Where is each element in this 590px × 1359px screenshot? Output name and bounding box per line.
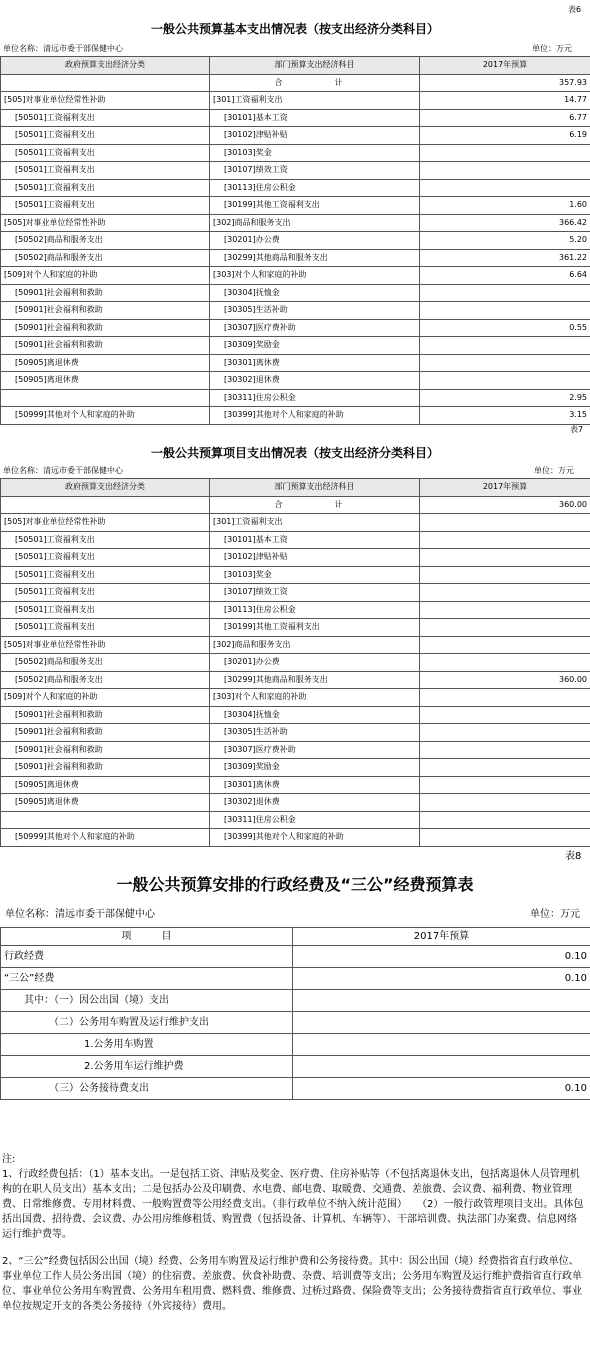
dept-subject-cell: [30311]住房公积金 <box>210 389 420 407</box>
item-label-cell: “三公”经费 <box>1 968 293 990</box>
budget-cell <box>420 531 590 549</box>
table-row <box>1 829 590 847</box>
table-row <box>1 794 590 812</box>
budget-cell <box>420 302 590 320</box>
gov-class-cell: [50501]工资福利支出 <box>1 549 210 567</box>
item-label-cell: （二）公务用车购置及运行维护支出 <box>1 1012 293 1034</box>
column-header: 2017年预算 <box>293 928 590 946</box>
dept-subject-cell: [30299]其他商品和服务支出 <box>210 249 420 267</box>
gov-class-cell: [50501]工资福利支出 <box>1 197 210 215</box>
total-value: 360.00 <box>420 496 590 514</box>
table-row <box>1 549 590 567</box>
table-row <box>1 337 590 355</box>
budget-cell <box>420 829 590 847</box>
table8-org: 单位名称：清远市委干部保健中心 <box>5 909 155 920</box>
gov-class-cell: [50901]社会福利和救助 <box>1 319 210 337</box>
table-row <box>1 372 590 390</box>
notes <box>2 1152 586 1326</box>
dept-subject-cell: [30304]抚恤金 <box>210 284 420 302</box>
budget-cell: 2.95 <box>420 389 590 407</box>
table8-tag: 表8 <box>565 851 582 862</box>
table-row <box>1 1056 590 1078</box>
dept-subject-cell: [30113]住房公积金 <box>210 179 420 197</box>
table-row <box>1 1078 590 1100</box>
dept-subject-cell: [30107]绩效工资 <box>210 584 420 602</box>
table-row <box>1 319 590 337</box>
gov-class-cell <box>1 811 210 829</box>
dept-subject-cell: [301]工资福利支出 <box>210 92 420 110</box>
gov-class-cell: [50501]工资福利支出 <box>1 144 210 162</box>
table-row <box>1 1012 590 1034</box>
budget-cell <box>420 654 590 672</box>
gov-class-cell: [50501]工资福利支出 <box>1 531 210 549</box>
gov-class-cell: [50901]社会福利和救助 <box>1 724 210 742</box>
table-row <box>1 584 590 602</box>
dept-subject-cell: [302]商品和服务支出 <box>210 636 420 654</box>
budget-cell <box>293 1034 590 1056</box>
table-row <box>1 531 590 549</box>
gov-class-cell: [50901]社会福利和救助 <box>1 284 210 302</box>
table-row <box>1 759 590 777</box>
budget-cell <box>420 179 590 197</box>
dept-subject-cell: [30103]奖金 <box>210 144 420 162</box>
note-1: 1、行政经费包括：（1）基本支出。一是包括工资、津贴及奖金、医疗费、住房补贴等（不包括离退休支出，包括离退休人员管理机构的在职人员支出）基本支出；二是包括办公及印刷费、水电费、邮电费、取暖费、交通费、差旅费、会议费、福利费、物业管理费、日常维修费、专用材料费、一般购置费等公用经费支出。（非行政单位不纳入统计范围） （2）一般行政管理项目支出。具体包括出国费、招待费、会议费、办公用房维修租赁、购置费（包括设备、计算机、车辆等）、干部培训费、执法部门办案费、信息网络运行维护费等。 <box>2 1169 584 1240</box>
table-row <box>1 179 590 197</box>
dept-subject-cell: [30107]绩效工资 <box>210 162 420 180</box>
empty-cell <box>1 496 210 514</box>
budget-cell: 5.20 <box>420 232 590 250</box>
table-row <box>1 92 590 110</box>
total-row <box>1 74 590 92</box>
gov-class-cell: [505]对事业单位经常性补助 <box>1 636 210 654</box>
table-row <box>1 267 590 285</box>
empty-cell <box>1 74 210 92</box>
gov-class-cell: [50901]社会福利和救助 <box>1 741 210 759</box>
budget-cell <box>420 549 590 567</box>
item-label-cell: （三）公务接待费支出 <box>1 1078 293 1100</box>
table8-title: 一般公共预算安排的行政经费及“三公”经费预算表 <box>116 875 474 894</box>
dept-subject-cell: [303]对个人和家庭的补助 <box>210 267 420 285</box>
gov-class-cell: [50501]工资福利支出 <box>1 566 210 584</box>
gov-class-cell: [50905]离退休费 <box>1 354 210 372</box>
dept-subject-cell: [30103]奖金 <box>210 566 420 584</box>
table7-org: 单位名称：清远市委干部保健中心 <box>3 466 123 475</box>
budget-cell <box>420 601 590 619</box>
budget-cell <box>420 741 590 759</box>
dept-subject-cell: [30311]住房公积金 <box>210 811 420 829</box>
notes-heading: 注: <box>2 1154 16 1165</box>
dept-subject-cell: [30305]生活补助 <box>210 302 420 320</box>
budget-cell: 1.60 <box>420 197 590 215</box>
dept-subject-cell: [30301]离休费 <box>210 776 420 794</box>
table-row <box>1 724 590 742</box>
table-row <box>1 284 590 302</box>
table-row <box>1 232 590 250</box>
dept-subject-cell: [30309]奖励金 <box>210 337 420 355</box>
budget-cell <box>420 776 590 794</box>
header-row <box>1 479 590 497</box>
dept-subject-cell: [30101]基本工资 <box>210 531 420 549</box>
table-row <box>1 214 590 232</box>
gov-class-cell: [505]对事业单位经常性补助 <box>1 214 210 232</box>
column-header: 项 目 <box>1 928 293 946</box>
dept-subject-cell: [30307]医疗费补助 <box>210 319 420 337</box>
dept-subject-cell: [30113]住房公积金 <box>210 601 420 619</box>
table8 <box>0 927 590 1100</box>
gov-class-cell: [50901]社会福利和救助 <box>1 706 210 724</box>
table-row <box>1 144 590 162</box>
gov-class-cell: [50501]工资福利支出 <box>1 162 210 180</box>
gov-class-cell: [505]对事业单位经常性补助 <box>1 92 210 110</box>
table-row <box>1 566 590 584</box>
gov-class-cell: [509]对个人和家庭的补助 <box>1 267 210 285</box>
gov-class-cell: [509]对个人和家庭的补助 <box>1 689 210 707</box>
gov-class-cell: [50905]离退休费 <box>1 776 210 794</box>
dept-subject-cell: [30399]其他对个人和家庭的补助 <box>210 407 420 425</box>
dept-subject-cell: [30302]退休费 <box>210 372 420 390</box>
table-row <box>1 776 590 794</box>
table-row <box>1 968 590 990</box>
note-2: 2、“三公”经费包括因公出国（境）经费、公务用车购置及运行维护费和公务接待费。其中：因公出国（境）经费指省直行政单位、事业单位工作人员公务出国（境）的住宿费、差旅费、伙食补助费、杂费、培训费等支出；公务用车购置及运行维护费指省直行政单位、事业单位公务用车购置费、公务用车租用费、燃料费、维修费、过桥过路费、保险费等支出；公务接待费指省直行政单位、事业单位按规定开支的各类公务接待（外宾接待）费用。 <box>2 1256 582 1312</box>
budget-cell: 0.10 <box>293 1078 590 1100</box>
budget-cell: 6.64 <box>420 267 590 285</box>
budget-cell <box>420 794 590 812</box>
dept-subject-cell: [30399]其他对个人和家庭的补助 <box>210 829 420 847</box>
dept-subject-cell: [30199]其他工资福利支出 <box>210 619 420 637</box>
dept-subject-cell: [30301]离休费 <box>210 354 420 372</box>
budget-cell: 0.10 <box>293 968 590 990</box>
budget-cell <box>420 759 590 777</box>
header-row <box>1 928 590 946</box>
budget-cell <box>420 619 590 637</box>
total-row <box>1 496 590 514</box>
dept-subject-cell: [30201]办公费 <box>210 654 420 672</box>
gov-class-cell: [50501]工资福利支出 <box>1 127 210 145</box>
table-row <box>1 127 590 145</box>
budget-cell <box>293 1056 590 1078</box>
table-row <box>1 689 590 707</box>
column-header: 政府预算支出经济分类 <box>1 479 210 497</box>
dept-subject-cell: [301]工资福利支出 <box>210 514 420 532</box>
table-row <box>1 619 590 637</box>
item-label-cell: 1.公务用车购置 <box>1 1034 293 1056</box>
budget-cell <box>420 372 590 390</box>
budget-cell: 0.10 <box>293 946 590 968</box>
table-row <box>1 302 590 320</box>
dept-subject-cell: [30307]医疗费补助 <box>210 741 420 759</box>
table-row <box>1 654 590 672</box>
budget-cell <box>420 566 590 584</box>
item-label-cell: 其中：（一）因公出国（境）支出 <box>1 990 293 1012</box>
dept-subject-cell: [30101]基本工资 <box>210 109 420 127</box>
item-label-cell: 行政经费 <box>1 946 293 968</box>
table-row <box>1 354 590 372</box>
total-label: 合 计 <box>210 496 420 514</box>
item-label-cell: 2.公务用车运行维护费 <box>1 1056 293 1078</box>
table7-unit: 单位：万元 <box>534 466 574 475</box>
budget-cell <box>293 1012 590 1034</box>
gov-class-cell: [50999]其他对个人和家庭的补助 <box>1 829 210 847</box>
budget-cell <box>420 584 590 602</box>
gov-class-cell: [50501]工资福利支出 <box>1 601 210 619</box>
table-row <box>1 389 590 407</box>
dept-subject-cell: [30302]退休费 <box>210 794 420 812</box>
table7-tag: 表7 <box>570 425 584 434</box>
table7-title: 一般公共预算项目支出情况表（按支出经济分类科目） <box>150 446 439 460</box>
gov-class-cell: [50905]离退休费 <box>1 794 210 812</box>
table-row <box>1 706 590 724</box>
budget-cell <box>420 162 590 180</box>
gov-class-cell: [50502]商品和服务支出 <box>1 654 210 672</box>
budget-cell <box>293 990 590 1012</box>
table-row <box>1 514 590 532</box>
budget-cell <box>420 514 590 532</box>
budget-cell: 6.19 <box>420 127 590 145</box>
gov-class-cell: [50999]其他对个人和家庭的补助 <box>1 407 210 425</box>
gov-class-cell: [50905]离退休费 <box>1 372 210 390</box>
table-row <box>1 249 590 267</box>
budget-cell <box>420 689 590 707</box>
table-row <box>1 109 590 127</box>
table-row <box>1 811 590 829</box>
table-row <box>1 990 590 1012</box>
budget-cell <box>420 706 590 724</box>
budget-cell <box>420 284 590 302</box>
gov-class-cell: [50501]工资福利支出 <box>1 619 210 637</box>
dept-subject-cell: [30201]办公费 <box>210 232 420 250</box>
column-header: 部门预算支出经济科目 <box>210 57 420 75</box>
column-header: 2017年预算 <box>420 479 590 497</box>
budget-cell <box>420 337 590 355</box>
gov-class-cell <box>1 389 210 407</box>
gov-class-cell: [50901]社会福利和救助 <box>1 759 210 777</box>
total-label: 合 计 <box>210 74 420 92</box>
table7 <box>0 478 590 847</box>
gov-class-cell: [50502]商品和服务支出 <box>1 249 210 267</box>
gov-class-cell: [50502]商品和服务支出 <box>1 232 210 250</box>
budget-cell: 366.42 <box>420 214 590 232</box>
dept-subject-cell: [30299]其他商品和服务支出 <box>210 671 420 689</box>
table6-org: 单位名称：清远市委干部保健中心 <box>3 44 123 53</box>
table6 <box>0 56 590 425</box>
column-header: 政府预算支出经济分类 <box>1 57 210 75</box>
gov-class-cell: [50901]社会福利和救助 <box>1 337 210 355</box>
table-row <box>1 601 590 619</box>
column-header: 部门预算支出经济科目 <box>210 479 420 497</box>
table-row <box>1 407 590 425</box>
dept-subject-cell: [30102]津贴补贴 <box>210 549 420 567</box>
gov-class-cell: [50501]工资福利支出 <box>1 179 210 197</box>
table6-title: 一般公共预算基本支出情况表（按支出经济分类科目） <box>150 22 439 36</box>
budget-cell <box>420 636 590 654</box>
table-row <box>1 946 590 968</box>
table-row <box>1 741 590 759</box>
gov-class-cell: [50502]商品和服务支出 <box>1 671 210 689</box>
budget-cell <box>420 144 590 162</box>
dept-subject-cell: [30305]生活补助 <box>210 724 420 742</box>
gov-class-cell: [50901]社会福利和救助 <box>1 302 210 320</box>
budget-cell: 14.77 <box>420 92 590 110</box>
budget-cell: 6.77 <box>420 109 590 127</box>
budget-cell <box>420 811 590 829</box>
gov-class-cell: [505]对事业单位经常性补助 <box>1 514 210 532</box>
dept-subject-cell: [302]商品和服务支出 <box>210 214 420 232</box>
gov-class-cell: [50501]工资福利支出 <box>1 584 210 602</box>
budget-cell: 361.22 <box>420 249 590 267</box>
dept-subject-cell: [30309]奖励金 <box>210 759 420 777</box>
column-header: 2017年预算 <box>420 57 590 75</box>
table8-unit: 单位：万元 <box>530 909 580 920</box>
budget-cell <box>420 724 590 742</box>
table-row <box>1 197 590 215</box>
header-row <box>1 57 590 75</box>
dept-subject-cell: [30304]抚恤金 <box>210 706 420 724</box>
dept-subject-cell: [30102]津贴补贴 <box>210 127 420 145</box>
table6-unit: 单位：万元 <box>532 44 572 53</box>
table-row <box>1 162 590 180</box>
gov-class-cell: [50501]工资福利支出 <box>1 109 210 127</box>
dept-subject-cell: [303]对个人和家庭的补助 <box>210 689 420 707</box>
total-value: 357.93 <box>420 74 590 92</box>
table-row <box>1 1034 590 1056</box>
budget-cell: 360.00 <box>420 671 590 689</box>
budget-cell <box>420 354 590 372</box>
budget-cell: 0.55 <box>420 319 590 337</box>
budget-cell: 3.15 <box>420 407 590 425</box>
table-row <box>1 671 590 689</box>
table6-tag: 表6 <box>568 5 582 14</box>
table-row <box>1 636 590 654</box>
dept-subject-cell: [30199]其他工资福利支出 <box>210 197 420 215</box>
